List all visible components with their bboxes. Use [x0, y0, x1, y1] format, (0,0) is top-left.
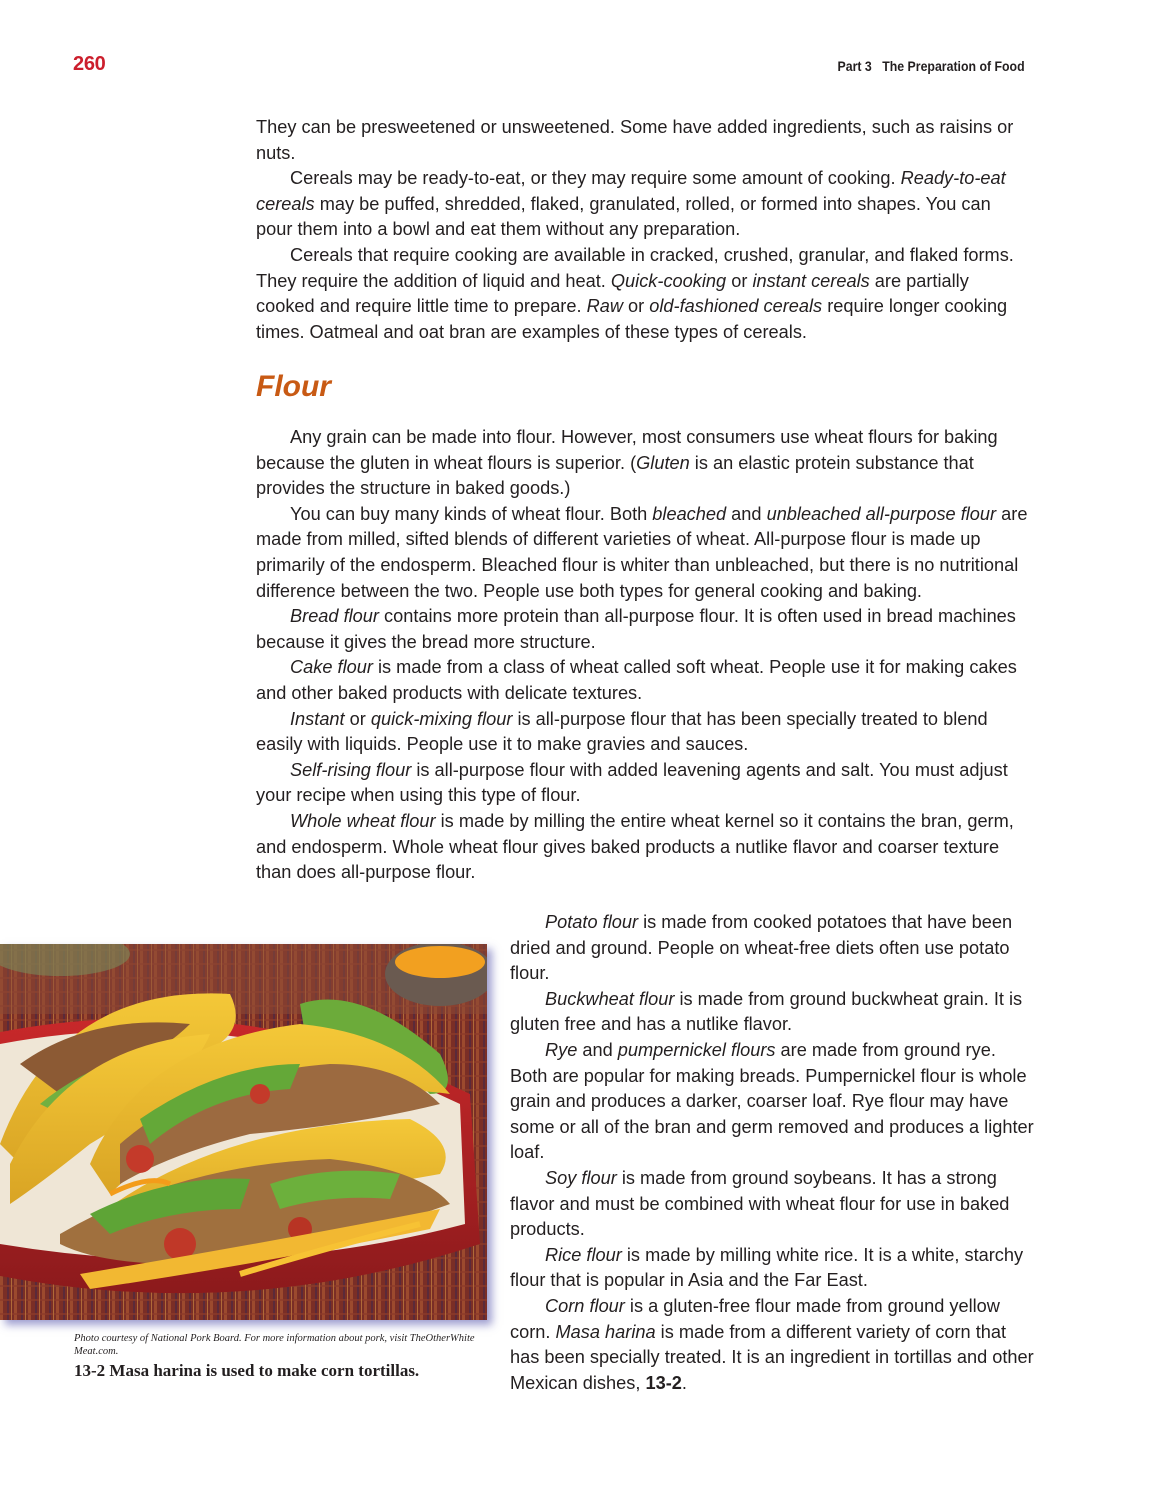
paragraph: Any grain can be made into flour. However, most consumers use wheat flours for baking because the gluten in wheat flours is superior. (Gluten is an elastic protein substance that provides the structure in baked goods.) — [256, 427, 998, 499]
paragraph: Self-rising flour is all-purpose flour with added leavening agents and salt. You must adjust your recipe when using this type of flour. — [256, 759, 1008, 806]
paragraph: Whole wheat flour is made by milling the entire wheat kernel so it contains the bran, germ, and endosperm. Whole wheat flour gives baked products a nutlike flavor and coarser texture than does all-purpose flour. — [256, 810, 1014, 883]
figure-caption: 13-2 Masa harina is used to make corn tortillas. — [74, 1361, 420, 1380]
paragraph: Rye and pumpernickel flours are made from ground rye. Both are popular for making breads. Pumpernickel flour is whole grain and produces a darker, coarser loaf. Rye flour may have some or all of the bran and germ removed and produces a lighter loaf. — [510, 1039, 1034, 1163]
paragraph: Instant or quick-mixing flour is all-purpose flour that has been specially treated to blend easily with liquids. People use it to make gravies and sauces. — [256, 708, 988, 755]
paragraph: Bread flour contains more protein than all-purpose flour. It is often used in bread machines because it gives the bread more structure. — [256, 606, 1016, 652]
flour-text-continued — [510, 910, 1035, 1396]
paragraph: Potato flour is made from cooked potatoes that have been dried and ground. People on wheat-free diets often use potato flour. — [510, 912, 1013, 984]
paragraph: They can be presweetened or unsweetened. Some have added ingredients, such as raisins or nuts. — [256, 117, 1014, 163]
running-head-part: Part 3 — [837, 58, 873, 74]
paragraph: Rice flour is made by milling white rice. It is a white, starchy flour that is popular in Asia and the Far East. — [510, 1244, 1024, 1291]
photo-credit: Photo courtesy of National Pork Board. For more information about pork, visit TheOtherWhite Meat.com. — [74, 1333, 475, 1357]
taco-photo — [0, 944, 487, 1320]
page-number: 260 — [73, 53, 106, 75]
paragraph: Cake flour is made from a class of wheat called soft wheat. People use it for making cakes and other baked products with delicate textures. — [256, 657, 1017, 703]
figure-reference: 13-2 — [645, 1372, 682, 1393]
running-head-title: The Preparation of Food — [882, 58, 1025, 74]
paragraph: Cereals may be ready-to-eat, or they may require some amount of cooking. Ready-to-eat cereals may be puffed, shredded, flaked, granulated, rolled, or formed into shapes. You can pour them into a bowl and eat them without any preparation. — [256, 168, 1006, 240]
flour-text — [256, 425, 1032, 886]
paragraph: Cereals that require cooking are available in cracked, crushed, granular, and flaked forms. They require the addition of liquid and heat. Quick-cooking or instant cereals are partially cooked and require little time to prepare. Raw or old-fashioned cereals require longer cooking times. Oatmeal and oat bran are examples of these types of cereals. — [256, 244, 1014, 342]
paragraph: Buckwheat flour is made from ground buckwheat grain. It is gluten free and has a nutlike flavor. — [510, 988, 1023, 1035]
paragraph: Corn flour is a gluten-free flour made from ground yellow corn. Masa harina is made from a different variety of corn that has been specially treated. It is an ingredient in tortillas and other Mexican dishes, 13-2. — [510, 1295, 1034, 1393]
paragraph: You can buy many kinds of wheat flour. Both bleached and unbleached all-purpose flour are made from milled, sifted blends of different varieties of wheat. All-purpose flour is made up primarily of the endosperm. Bleached flour is whiter than unbleached, but there is no nutritional difference between the two. People use both types for general cooking and baking. — [256, 503, 1028, 601]
paragraph: Soy flour is made from ground soybeans. It has a strong flavor and must be combined with wheat flour for use in baked products. — [510, 1167, 1010, 1240]
running-head — [838, 58, 1025, 74]
intro-text — [256, 115, 1032, 345]
section-heading: Flour — [256, 370, 331, 403]
